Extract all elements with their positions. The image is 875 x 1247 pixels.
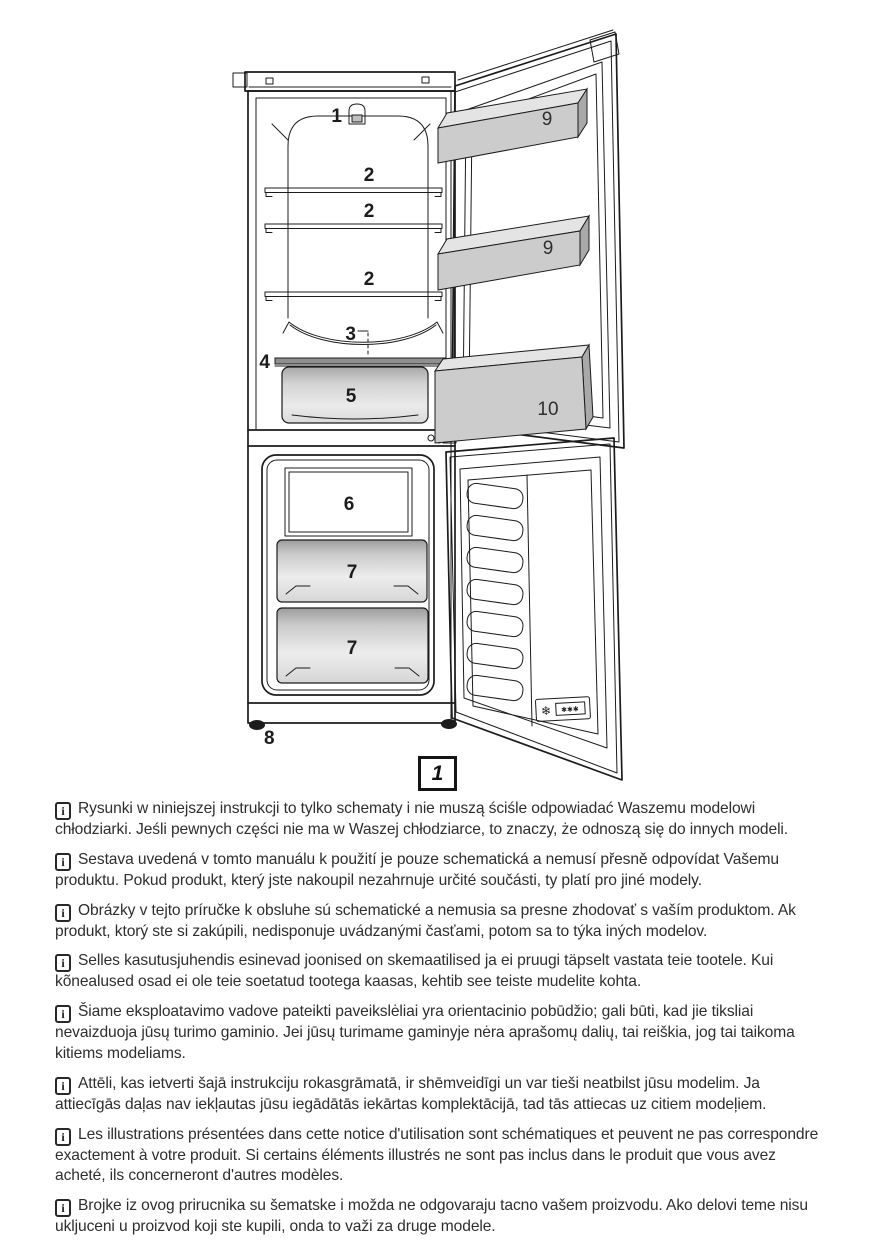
callout-crisper: 5	[345, 386, 357, 407]
callout-crisper-cover: 4	[259, 352, 270, 373]
right-foot	[441, 719, 457, 729]
callout-shelf-1: 2	[363, 165, 375, 186]
callout-freezer-flap: 6	[343, 494, 355, 515]
notice-text: Rysunki w niniejszej instrukcji to tylko schematy i nie muszą ściśle odpowiadać Waszemu modelowi chłodziarki. Jeśli pewnych części nie ma w Waszej chłodziarce, to znaczy, że odnoszą się do innych modeli.	[55, 800, 789, 838]
crisper-cover	[275, 358, 445, 364]
info-icon: i	[55, 1077, 71, 1095]
notice-text: Obrázky v tejto príručke k obsluhe sú schematické a nemusia sa presne zhodovať s vaším produktom. Ak produkt, ktorý ste si zakúpili, nedisponuje uvádzanými časťami, potom sa to týka iných modelov.	[55, 901, 796, 940]
notice-paragraph-3	[55, 901, 827, 943]
notice-paragraph-1	[55, 799, 827, 841]
callout-levelling-feet: 8	[264, 728, 275, 749]
fridge-door	[435, 30, 624, 448]
info-icon: i	[55, 853, 71, 871]
callout-shelf-3: 2	[363, 269, 375, 290]
freezer-door	[446, 438, 622, 780]
freezer-interior	[262, 455, 434, 695]
fridge-freezer-illustration	[230, 28, 640, 798]
door-shelf-lower	[438, 216, 589, 290]
freezer-door-embossing	[466, 482, 524, 702]
notice-text: Sestava uvedená v tomto manuálu k použití je pouze schematická a nemusí přesně odpovídat Vašemu produktu. Pokud produkt, který jste nakoupil nezahrnuje určité součásti, ty platí pro jiné modely.	[55, 850, 780, 889]
notice-text: Selles kasutusjuhendis esinevad joonised on skemaatilised ja ei pruugi täpselt vastata teie tootele. Kui kõnealused osad ei ole teie soetatud tootega kaasas, kehtib see teiste mudelite kohta.	[55, 952, 774, 991]
fridge-interior	[248, 104, 456, 446]
star-rating-icon: ✱✱✱	[560, 705, 579, 715]
callout-shelf-2: 2	[363, 201, 375, 222]
notice-text: Brojke iz ovog prirucnika su šematske i možda ne odgovaraju tacno vašem proizvodu. Ako delovi teme nisu ukljuceni u proizvod koji ste kupili, onda to važi za druge modele.	[55, 1197, 808, 1236]
refrigerator-diagram	[230, 28, 640, 798]
callout-door-shelf-1: 9	[541, 109, 553, 130]
notice-paragraph-7	[55, 1125, 827, 1188]
info-icon: i	[55, 1199, 71, 1217]
info-icon: i	[55, 954, 71, 972]
callout-freezer-drawer-2: 7	[346, 638, 358, 659]
glass-shelf-3	[265, 292, 442, 301]
notice-text: Attēli, kas ietverti šajā instrukciju rokasgrāmatā, ir shēmveidīgi un var tieši neatbilst jūsu modelim. Ja attiecīgās daļas nav iekļautas jūsu iegādātās iekārtas komplektācijā, tad tās attiecas uz citiem modeļiem.	[55, 1074, 767, 1113]
door-shelf-upper	[438, 89, 587, 163]
info-icon: i	[55, 1128, 71, 1146]
notice-text: Les illustrations présentées dans cette notice d'utilisation sont schématiques et peuvent ne pas correspondre exactement à votre produit. Si certains éléments illustrés ne sont pas inclus dans le produit que vous avez acheté, ils concerneront d'autres modèles.	[55, 1125, 819, 1185]
notice-text: Šiame eksploatavimo vadove pateikti paveikslėliai yra orientacinio pobūdžio; gali būti, kad jie tiksliai nevaizduoja jūsų turimo gaminio. Jei jūsų turimame gaminyje nėra aprašomų dalių, tai reiškia, jog tai taikoma kitiems modeliams.	[55, 1003, 795, 1062]
hinge-pin	[428, 435, 434, 441]
callout-freezer-drawer-1: 7	[346, 562, 358, 583]
callout-door-bin: 10	[537, 399, 559, 420]
callout-bottle-rack: 3	[345, 324, 356, 345]
glass-shelf-1	[265, 188, 442, 197]
bottle-rack	[283, 322, 443, 345]
freezer-rating-plate	[535, 697, 590, 722]
callout-lamp: 1	[331, 106, 342, 127]
info-icon: i	[55, 904, 71, 922]
interior-lamp	[349, 104, 365, 124]
glass-shelf-2	[265, 224, 442, 233]
notice-paragraphs	[55, 799, 827, 1247]
figure-number: 1	[431, 761, 444, 785]
door-bin	[435, 345, 593, 443]
notice-paragraph-2	[55, 850, 827, 892]
left-foot	[249, 720, 265, 730]
info-icon: i	[55, 802, 71, 820]
figure-number-box	[418, 756, 457, 791]
notice-paragraph-8	[55, 1196, 827, 1238]
snowflake-icon: ❄	[540, 703, 552, 719]
callout-door-shelf-2: 9	[542, 238, 554, 259]
notice-paragraph-4	[55, 951, 827, 993]
notice-paragraph-6	[55, 1074, 827, 1116]
info-icon: i	[55, 1005, 71, 1023]
notice-paragraph-5	[55, 1002, 827, 1065]
